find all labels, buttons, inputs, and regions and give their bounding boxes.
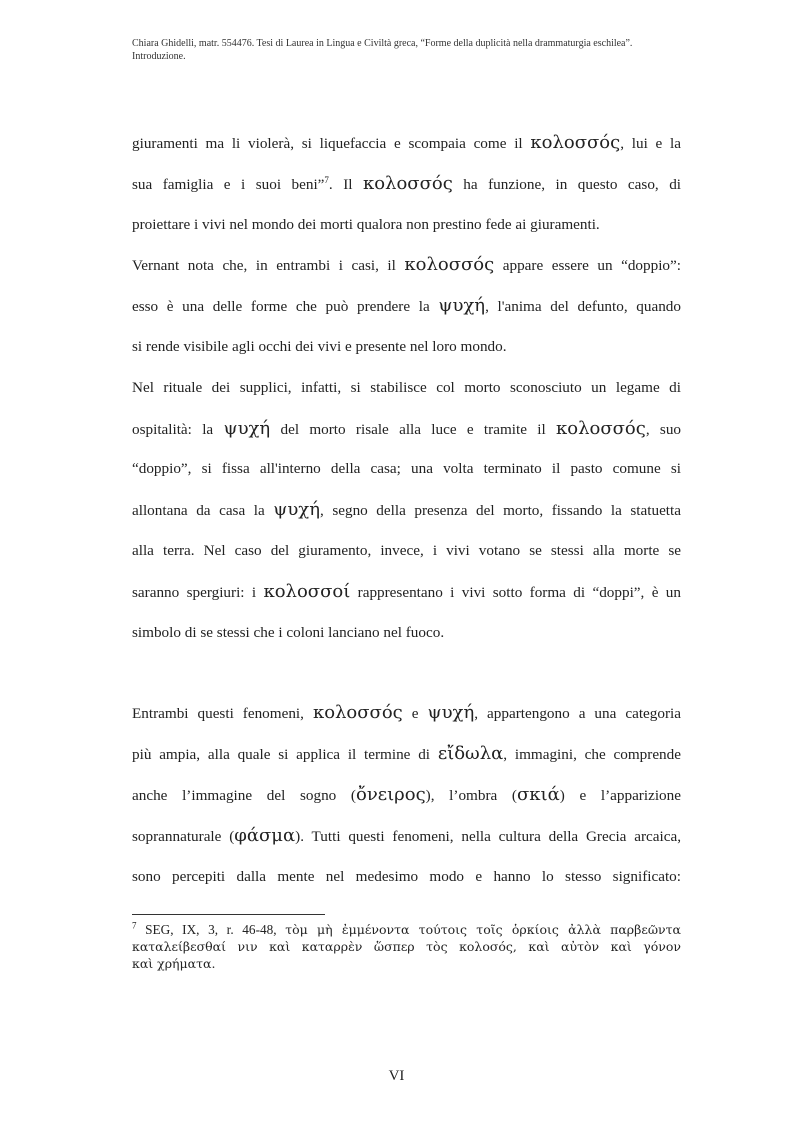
greek-term: ὄνειρος (355, 783, 426, 805)
text-line-9: “doppio”, si fissa all'interno della casa; una volta terminato il pasto comune si (132, 460, 681, 478)
greek-term: σκιά (516, 783, 560, 805)
text-line-14: Entrambi questi fenomeni, κολοσσός e ψυχή, appartengono a una categoria (132, 702, 681, 724)
greek-term: κολοσσός (312, 702, 403, 724)
greek-quote: τὸμ μὴ ἐμμένοντα τούτοις τοῖς ὁρκίοις ἀλλὰ παρβεῶντα (285, 922, 681, 937)
text-line-15: più ampia, alla quale si applica il termine di εἴδωλα, immagini, che comprende (132, 743, 681, 765)
greek-term: κολοσσοί (263, 580, 351, 602)
greek-term: ψυχή (427, 702, 475, 724)
greek-term: κολοσσός (362, 172, 453, 194)
text-line-17: soprannaturale (φάσμα). Tutti questi fenomeni, nella cultura della Grecia arcaica, (132, 824, 681, 846)
greek-term: εἴδωλα (437, 743, 504, 765)
running-header (132, 37, 692, 63)
footnote-reference: 7 (324, 174, 329, 185)
text-line-11: alla terra. Nel caso del giuramento, invece, i vivi votano se stessi alla morte se (132, 541, 681, 559)
text-line-16: anche l’immagine del sogno (ὄνειρος), l’ombra (σκιά) e l’apparizione (132, 783, 681, 805)
greek-term: ψυχή (438, 295, 486, 317)
text-line-18: sono percepiti dalla mente nel medesimo modo e hanno lo stesso significato: (132, 867, 681, 885)
text-line-6: si rende visibile agli occhi dei vivi e presente nel loro mondo. (132, 337, 507, 355)
greek-term: ψυχή (273, 499, 320, 521)
footnote-line-1: $^7$ SEG, IX, 3, r. 46-48, τὸμ μὴ ἐμμένοντα τούτοις τοῖς ὁρκίοις ἀλλὰ παρβεῶντα (132, 920, 681, 937)
footnote-line-3 (132, 955, 681, 972)
footnote-separator (132, 914, 325, 915)
footnote-line-2 (132, 938, 681, 955)
greek-quote: καὶ χρήματα. (132, 956, 216, 971)
text-line-5: esso è una delle forme che può prendere la ψυχή, l'anima del defunto, quando (132, 295, 681, 317)
greek-term: κολοσσός (530, 132, 621, 153)
greek-quote: καταλείβεσθαί νιν καὶ καταρρὲν ὥσπερ τὸς κολοσός, καὶ αὐτὸν καὶ γόνον (132, 939, 681, 954)
greek-term: φάσμα (234, 824, 296, 846)
text-line-7: Nel rituale dei supplici, infatti, si stabilisce col morto sconosciuto un legame di (132, 378, 681, 396)
greek-term: κολοσσός (404, 254, 495, 276)
header-line-2: Introduzione. (132, 51, 186, 62)
text-line-8: ospitalità: la ψυχή del morto risale alla luce e tramite il κολοσσός, suo (132, 417, 682, 439)
text-line-10: allontana da casa la ψυχή, segno della presenza del morto, fissando la statuetta (132, 499, 681, 521)
paragraph-gap (132, 658, 681, 698)
text-line-3: proiettare i vivi nel mondo dei morti qualora non prestino fede ai giuramenti. (132, 215, 600, 233)
page-number: VI (388, 1068, 405, 1084)
text-line-1: giuramenti ma li violerà, si liquefaccia e scompaia come il κολοσσός, lui e la (132, 132, 681, 153)
text-line-13: simbolo di se stessi che i coloni lanciano nel fuoco. (132, 623, 445, 641)
text-line-4: Vernant nota che, in entrambi i casi, il κολοσσός appare essere un “doppio”: (132, 254, 681, 276)
header-line-1: Chiara Ghidelli, matr. 554476. Tesi di Laurea in Lingua e Civiltà greca, “Forme della duplicità nella drammaturgia eschilea”. (132, 38, 633, 49)
footnote (132, 921, 681, 972)
greek-term: κολοσσός (555, 417, 646, 439)
greek-term: ψυχή (223, 417, 271, 439)
footnote-marker: 7 (132, 920, 137, 931)
main-text (132, 128, 681, 902)
text-line-12: saranno spergiuri: i κολοσσοί rappresentano i vivi sotto forma di “doppi”, è un (132, 580, 681, 602)
text-line-2: sua famiglia e i suoi beni”$^7$. Il κολοσσός ha funzione, in questo caso, di (132, 172, 682, 194)
